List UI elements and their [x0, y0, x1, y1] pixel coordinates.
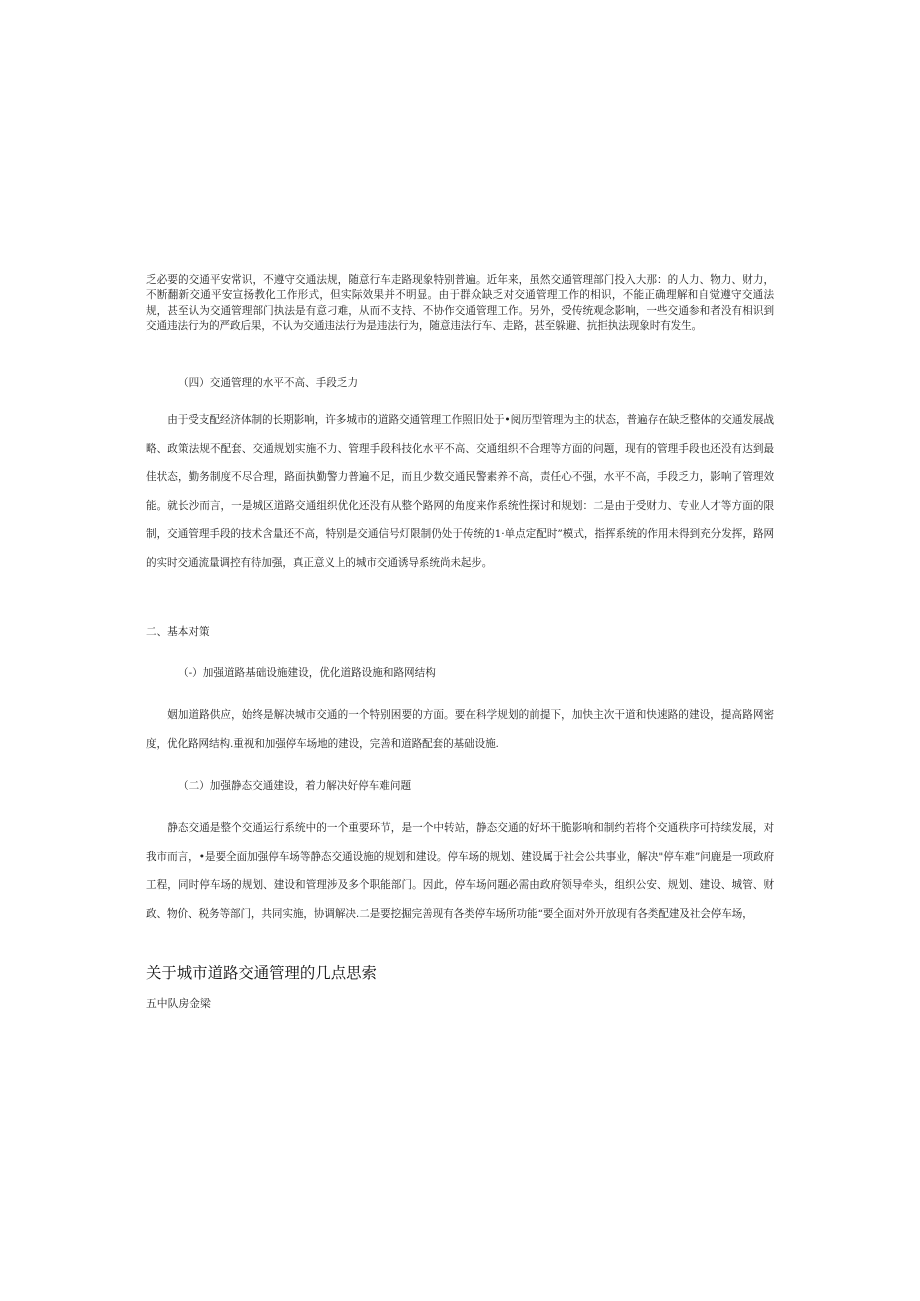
author-line: 五中队房金梁 — [146, 997, 211, 1010]
continuation-paragraph: 乏必要的交通平安常识，不遵守交通法规，随意行车走路现象特别普遍。近年来，虽然交通管理部门投入大那：的人力、物力、财力，不断翻新交通平安宣扬教化工作形式，但实际效果并不明显。由于群众缺乏对交通管理工作的相识，不能正确理解和自觉遵守交通法规，甚至认为交通管理部门执法是有意刁难，从而不支持、不协作交通管理工作。另外，受传统观念影响，一些交通参和者没有相识到交通违法行为的严政后果，不认为交通违法行为是违法行为，随意违法行车、走路，甚至躲避、抗拒执法现象时有发生。 — [146, 274, 774, 333]
subsection-4-paragraph: 由于受支配经济体制的长期影响，许多城市的道路交通管理工作照旧处于•阅历型管理为主的状态，普遍存在缺乏整体的交通发展战略、政策法规不配套、交通规划实施不力、管理手段科技化水平不高、交通组织不合理等方面的问题，现有的管理手段也还没有达到最佳状态，勤务制度不尽合理，路面执勤警力普遍不足，而且少数交通民警素养不高，责任心不强，水平不高，手段乏力，影响了管理效能。就长沙而言，一是城区道路交通组织优化还没有从整个路网的角度来作系统性探讨和规划：二是由于受财力、专业人才等方面的限制，交通管理手段的技术含量还不高，特别是交通信号灯限制仍处于传统的1·单点定配时”模式，指挥系统的作用未得到充分发挥，路网的实时交通流量调控有待加强，真正意义上的城市交通诱导系统尚未起步。 — [146, 414, 774, 569]
subsection-4-heading: （四）交通管理的水平不高、手段乏力 — [178, 377, 359, 389]
section-2-heading: 二、基本对策 — [146, 626, 210, 638]
countermeasure-1-heading: （-）加强道路基础设施建设，优化道路设施和路网结构 — [178, 667, 436, 679]
document-title: 关于城市道路交通管理的几点思索 — [146, 964, 377, 982]
countermeasure-2-paragraph: 静态交通是整个交通运行系统中的一个重要环节，是一个中转站，静态交通的好坏干脆影响和制约若将个交通秩序可持续发展，对我市而言，•是要全面加强停车场等静态交通设施的规划和建设。停车场的规划、建设属于社会公共事业，解决"停车难”问鹿是一项政府工程，同时停车场的规划、建设和管理涉及多个职能部门。因此，停车场问题必需由政府领导牵头，组织公安、规划、建设、城管、财政、物价、税务等部门，共同实施，协调解决.二是要挖掘完善现有各类停车场所功能“要全面对外开放现有各类配建及社会停车场， — [146, 822, 774, 920]
countermeasure-1-paragraph: 姻加道路供应，始终是解决城市交通的一个特别困要的方面。要在科学规划的前提下，加快主次干道和快速路的建设，提高路网密度，优化路网结构.重视和加强停车场地的建设，完善和道路配套的基础设施. — [146, 709, 774, 750]
countermeasure-2-heading: （二）加强静态交通建设，着力解决好停车难问题 — [178, 780, 412, 792]
